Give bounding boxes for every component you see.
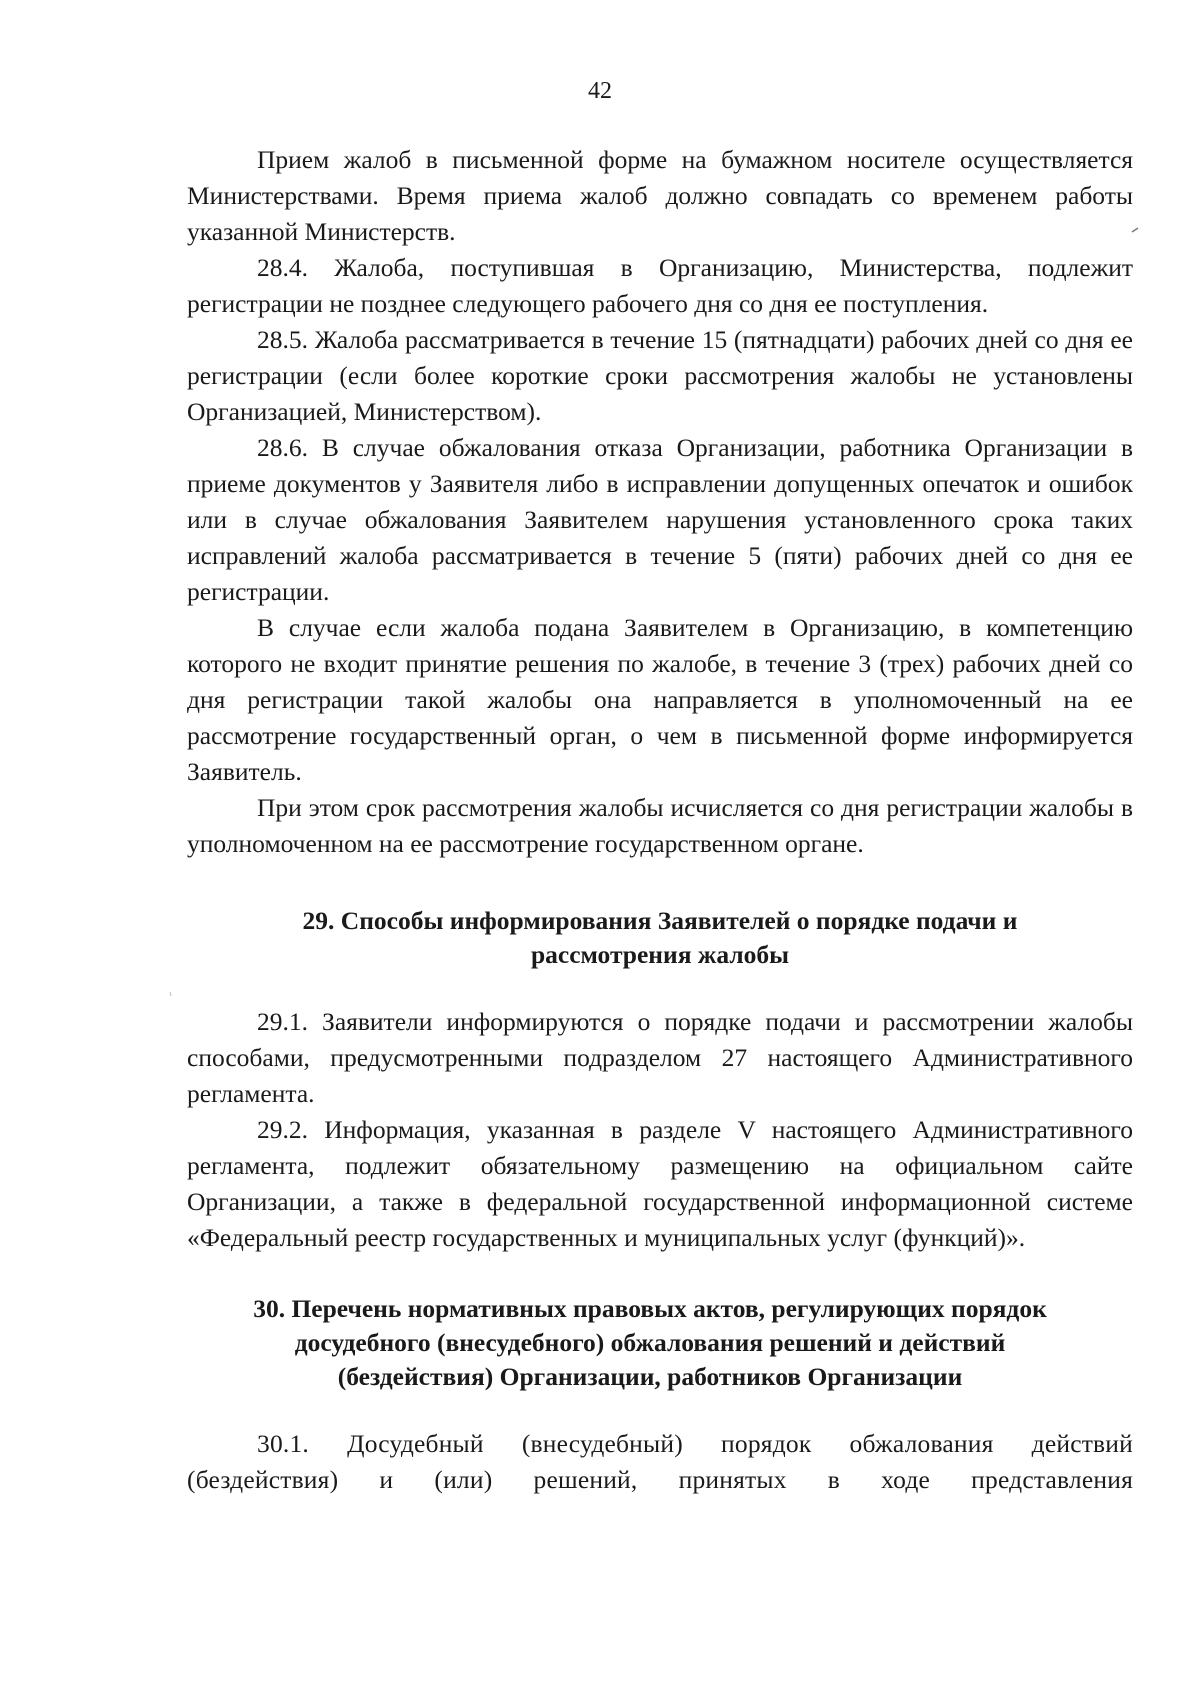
- paragraph-29-2: 29.2. Информация, указанная в разделе V настоящего Административного регламента, подлежит обязательному размещению на официальном сайте Организации, а также в федеральной государственной информационной системе «Федеральный реестр государственных и муниципальных услуг (функций)».: [187, 1115, 1133, 1252]
- scan-speck-mark: [170, 992, 171, 996]
- section-30-heading: 30. Перечень нормативных правовых актов, регулирующих порядок досудебного (внесудебного) обжалования решений и действий (бездействия) Организации, работников Организации: [253, 1294, 1047, 1391]
- scan-speck-mark: [1132, 228, 1138, 232]
- page-number: 42: [588, 78, 612, 104]
- paragraph-review-term: При этом срок рассмотрения жалобы исчисляется со дня регистрации жалобы в уполномоченном на ее рассмотрение государственном органе.: [187, 793, 1133, 858]
- paragraph-29-1: 29.1. Заявители информируются о порядке подачи и рассмотрении жалобы способами, предусмотренными подразделом 27 настоящего Административного регламента.: [187, 1007, 1133, 1108]
- paragraph-28-4: 28.4. Жалоба, поступившая в Организацию, Министерства, подлежит регистрации не позднее следующего рабочего дня со дня ее поступления.: [187, 253, 1133, 318]
- paragraph-30-1: 30.1. Досудебный (внесудебный) порядок обжалования действий (бездействия) и (или) решений, принятых в ходе представления: [187, 1429, 1133, 1494]
- section-29-heading: 29. Способы информирования Заявителей о порядке подачи и рассмотрения жалобы: [302, 906, 1018, 969]
- paragraph-paper-complaints: Прием жалоб в письменной форме на бумажном носителе осуществляется Министерствами. Время приема жалоб должно совпадать со временем работы указанной Министерств.: [187, 145, 1133, 246]
- paragraph-28-5: 28.5. Жалоба рассматривается в течение 15 (пятнадцати) рабочих дней со дня ее регистрации (если более короткие сроки рассмотрения жалобы не установлены Организацией, Министерством).: [187, 325, 1133, 426]
- paragraph-redirect-complaint: В случае если жалоба подана Заявителем в Организацию, в компетенцию которого не входит принятие решения по жалобе, в течение 3 (трех) рабочих дней со дня регистрации такой жалобы она направляется в уполномоченный на ее рассмотрение государственный орган, о чем в письменной форме информируется Заявитель.: [187, 613, 1133, 786]
- paragraph-28-6: 28.6. В случае обжалования отказа Организации, работника Организации в приеме документов у Заявителя либо в исправлении допущенных опечаток и ошибок или в случае обжалования Заявителем нарушения установленного срока таких исправлений жалоба рассматривается в течение 5 (пяти) рабочих дней со дня ее регистрации.: [187, 433, 1133, 606]
